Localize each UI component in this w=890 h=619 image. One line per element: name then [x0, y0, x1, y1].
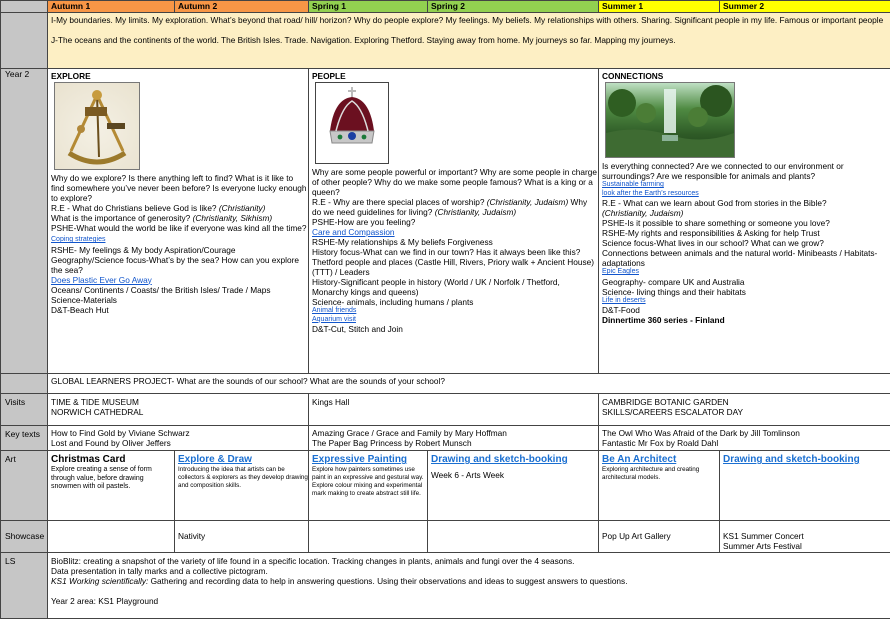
connections-title: CONNECTIONS	[602, 71, 664, 81]
epic-eagles-link[interactable]: Epic Eagles	[602, 268, 639, 275]
connections-pshe: PSHE-Is it possible to share something or someone you love?	[602, 218, 830, 228]
text-lost-found: Lost and Found by Oliver Jeffers	[51, 438, 171, 448]
global-cell	[48, 374, 890, 394]
expressive-painting-link[interactable]: Expressive Painting	[312, 454, 408, 465]
explore-oceans: Oceans/ Continents / Coasts/ the British Isles/ Trade / Maps	[51, 284, 271, 295]
visit-kings-hall: Kings Hall	[312, 397, 350, 407]
explore-title: EXPLORE	[51, 71, 91, 81]
year-row	[1, 69, 890, 374]
forest-image	[605, 82, 735, 158]
care-compassion-link[interactable]: Care and Compassion	[312, 227, 395, 237]
explore-questions: Why do we explore? Is there anything left to find? What is it like to find somewhere you’ve never been before? Is everyone lucky enough to explore?	[51, 173, 307, 203]
explore-re-text: R.E - What do Christians believe God is like?	[51, 203, 219, 213]
art-drawing-summer	[720, 451, 890, 521]
showcase-spring-2	[428, 521, 599, 553]
visits-label: Visits	[1, 394, 48, 426]
explore-geography: Geography/Science focus-What’s by the sea? How can you explore the sea?	[51, 254, 299, 275]
aquarium-link[interactable]: Aquarium visit	[312, 315, 356, 323]
christmas-card-title: Christmas Card	[51, 454, 126, 465]
connections-science-focus: Science focus-What lives in our school? What can we grow?	[602, 238, 824, 248]
people-rshe: RSHE-My relationships & My beliefs Forgiveness	[312, 237, 493, 247]
architect-desc: Exploring architecture and creating architectural models.	[602, 466, 700, 481]
explore-science: Science-Materials	[51, 294, 117, 305]
be-an-architect-link[interactable]: Be An Architect	[602, 454, 677, 465]
showcase-autumn-1	[48, 521, 175, 553]
visits-spring	[309, 394, 599, 426]
showcase-summer-2	[720, 521, 890, 553]
connections-minibeasts: Connections between animals and the natural world- Minibeasts / Habitats- adaptations	[602, 248, 878, 268]
earth-resources-link[interactable]: look after the Earth’s resources	[602, 189, 699, 197]
text-paper-bag: The Paper Bag Princess by Robert Munsch	[312, 438, 472, 448]
connections-cell	[599, 69, 890, 374]
visits-row	[1, 394, 890, 426]
connections-science: Science- living things and their habitats	[602, 286, 746, 297]
people-history-focus: History focus-What can we find in our town? Has it always been like this?	[312, 247, 581, 257]
showcase-row	[1, 521, 890, 553]
art-row	[1, 451, 890, 521]
term-header-row	[1, 1, 890, 13]
texts-summer	[599, 426, 890, 451]
explore-dt: D&T-Beach Hut	[51, 304, 109, 315]
people-science: Science- animals, including humans / plants	[312, 297, 474, 307]
ls-bioblitz: BioBlitz: creating a snapshot of the variety of life found in a specific location. Tracking changes in plants, animals and fungi over the 4 seasons.	[51, 556, 575, 566]
showcase-label: Showcase	[1, 521, 48, 553]
overview-cell	[48, 13, 890, 69]
art-expressive-painting	[309, 451, 428, 521]
explore-generosity-text: What is the importance of generosity?	[51, 213, 193, 223]
header-spring-2: Spring 2	[428, 1, 599, 13]
connections-rshe: RSHE-My rights and responsibilities & Asking for help Trust	[602, 228, 820, 238]
overview-line-1: I-My boundaries. My limits. My exploration. What’s beyond that road/ hill/ horizon? Why do people explore? My feelings. My beliefs. My relationships with others. Sharing. Significant people in my life. Famous or important people	[51, 15, 884, 25]
explore-generosity-faith: (Christianity, Sikhism)	[192, 213, 273, 223]
connections-re: R.E - What can we learn about God from stories in the Bible?	[602, 198, 827, 208]
sustainable-farming-link[interactable]: Sustainable farming	[602, 181, 664, 188]
people-re-text: R.E - Why are there special places of worship?	[312, 197, 487, 207]
people-dt: D&T-Cut, Stitch and Join	[312, 324, 403, 334]
explore-cell	[48, 69, 309, 374]
ls-cell	[48, 553, 890, 619]
ls-area: Year 2 area: KS1 Playground	[51, 596, 159, 606]
text-owl: The Owl Who Was Afraid of the Dark by Jill Tomlinson	[602, 428, 800, 438]
drawing-sketchbooking-link-summer[interactable]: Drawing and sketch-booking	[723, 454, 860, 465]
showcase-nativity: Nativity	[175, 521, 309, 553]
global-row	[1, 374, 890, 394]
coping-strategies-link[interactable]: Coping strategies	[51, 236, 106, 243]
art-explore-draw	[175, 451, 309, 521]
visit-museum: TIME & TIDE MUSEUM	[51, 397, 139, 407]
showcase-arts-festival: Summer Arts Festival	[723, 541, 802, 551]
visit-cathedral: NORWICH CATHEDRAL	[51, 407, 144, 417]
visit-careers-day: SKILLS/CAREERS ESCALATOR DAY	[602, 407, 744, 417]
connections-questions: Is everything connected? Are we connected to our environment or surroundings? Are we responsible for animals and plants?	[602, 161, 844, 181]
explore-draw-link[interactable]: Explore & Draw	[178, 454, 252, 465]
people-guidelines-text: Why do we need guidelines for living?	[312, 197, 588, 217]
connections-re-faith: (Christianity, Judaism)	[602, 208, 684, 218]
expressive-painting-desc: Explore how painters sometimes use paint in an expressive and gestural way. Explore colour mixing and experimental mark making to create abstract still life.	[312, 466, 424, 497]
explore-re	[51, 203, 308, 213]
explore-pshe: PSHE-What would the world be like if everyone was kind all the time?	[51, 223, 307, 233]
people-re	[312, 197, 598, 217]
overview-row	[1, 13, 890, 69]
header-summer-1: Summer 1	[599, 1, 720, 13]
year-label: Year 2	[1, 69, 48, 374]
text-gold: How to Find Gold by Viviane Schwarz	[51, 428, 190, 438]
ls-data: Data presentation in tally marks and a collective pictogram.	[51, 566, 268, 576]
people-title: PEOPLE	[312, 71, 346, 81]
crown-image	[315, 82, 389, 164]
global-label	[1, 374, 48, 394]
ls-row	[1, 553, 890, 619]
animal-friends-link[interactable]: Animal friends	[312, 307, 357, 314]
arts-week-note: Week 6 - Arts Week	[431, 470, 505, 480]
people-cell	[309, 69, 599, 374]
overview-label	[1, 13, 48, 69]
header-spring-1: Spring 1	[309, 1, 428, 13]
global-prefix: GLOBAL LEARNERS PROJECT	[51, 376, 172, 386]
people-re-faith: (Christianity, Judaism)	[486, 197, 569, 207]
people-questions: Why are some people powerful or important? Why are some people in charge of other people? Why do we make some people famous? What is a king or a queen?	[312, 167, 598, 197]
header-autumn-1: Autumn 1	[48, 1, 175, 13]
art-label: Art	[1, 451, 48, 521]
visit-botanic-garden: CAMBRIDGE BOTANIC GARDEN	[602, 397, 729, 407]
deserts-link[interactable]: Life in deserts	[602, 296, 646, 304]
art-christmas-card	[48, 451, 175, 521]
art-architect	[599, 451, 720, 521]
showcase-concert: KS1 Summer Concert	[723, 531, 804, 541]
connections-geography: Geography- compare UK and Australia	[602, 276, 745, 287]
texts-autumn	[48, 426, 309, 451]
drawing-sketchbooking-link-spring[interactable]: Drawing and sketch-booking	[431, 454, 568, 465]
art-drawing-spring	[428, 451, 599, 521]
connections-dinnertime: Dinnertime 360 series - Finland	[602, 315, 725, 325]
key-texts-row	[1, 426, 890, 451]
explore-rshe: RSHE- My feelings & My body Aspiration/Courage	[51, 244, 236, 255]
text-mr-fox: Fantastic Mr Fox by Roald Dahl	[602, 438, 719, 448]
connections-dt: D&T-Food	[602, 305, 640, 315]
showcase-gallery: Pop Up Art Gallery	[599, 521, 720, 553]
visits-summer	[599, 394, 890, 426]
key-texts-label: Key texts	[1, 426, 48, 451]
explore-generosity	[51, 213, 308, 223]
corner-cell	[1, 1, 48, 13]
header-autumn-2: Autumn 2	[175, 1, 309, 13]
people-thetford: Thetford people and places (Castle Hill, Rivers, Priory walk + Ancient House) (TTT) / Leaders	[312, 257, 594, 277]
people-guidelines-faith: (Christianity, Judaism)	[434, 207, 517, 217]
texts-spring	[309, 426, 599, 451]
people-pshe: PSHE-How are you feeling?	[312, 217, 416, 227]
people-history: History-Significant people in history (World / UK / Norfolk / Thetford, Monarchy kings and queens)	[312, 277, 560, 297]
overview-line-2: J-The oceans and the continents of the world. The British Isles. Trade. Navigation. Exploring Thetford. Staying away from home. My journeys so far. Mapping my journeys.	[51, 35, 676, 45]
ls-ws-label: KS1 Working scientifically:	[51, 576, 149, 586]
visits-autumn	[48, 394, 309, 426]
text-amazing-grace: Amazing Grace / Grace and Family by Mary Hoffman	[312, 428, 507, 438]
showcase-spring-1	[309, 521, 428, 553]
ls-working-scientifically	[51, 576, 890, 586]
global-question: - What are the sounds of our school? What are the sounds of your school?	[171, 376, 445, 386]
sextant-image	[54, 82, 140, 170]
explore-re-faith: (Christianity)	[218, 203, 266, 213]
explore-draw-desc: Introducing the idea that artists can be collectors & explorers as they develop drawing and composition skills.	[178, 466, 308, 489]
ls-ws-text: Gathering and recording data to help in answering questions. Using their observations and ideas to suggest answers to questions.	[148, 576, 628, 586]
ls-label: LS	[1, 553, 48, 619]
christmas-card-desc: Explore creating a sense of form through value, before drawing snowmen with oil pastels.	[51, 466, 152, 490]
plastic-link[interactable]: Does Plastic Ever Go Away	[51, 274, 152, 285]
header-summer-2: Summer 2	[720, 1, 890, 13]
